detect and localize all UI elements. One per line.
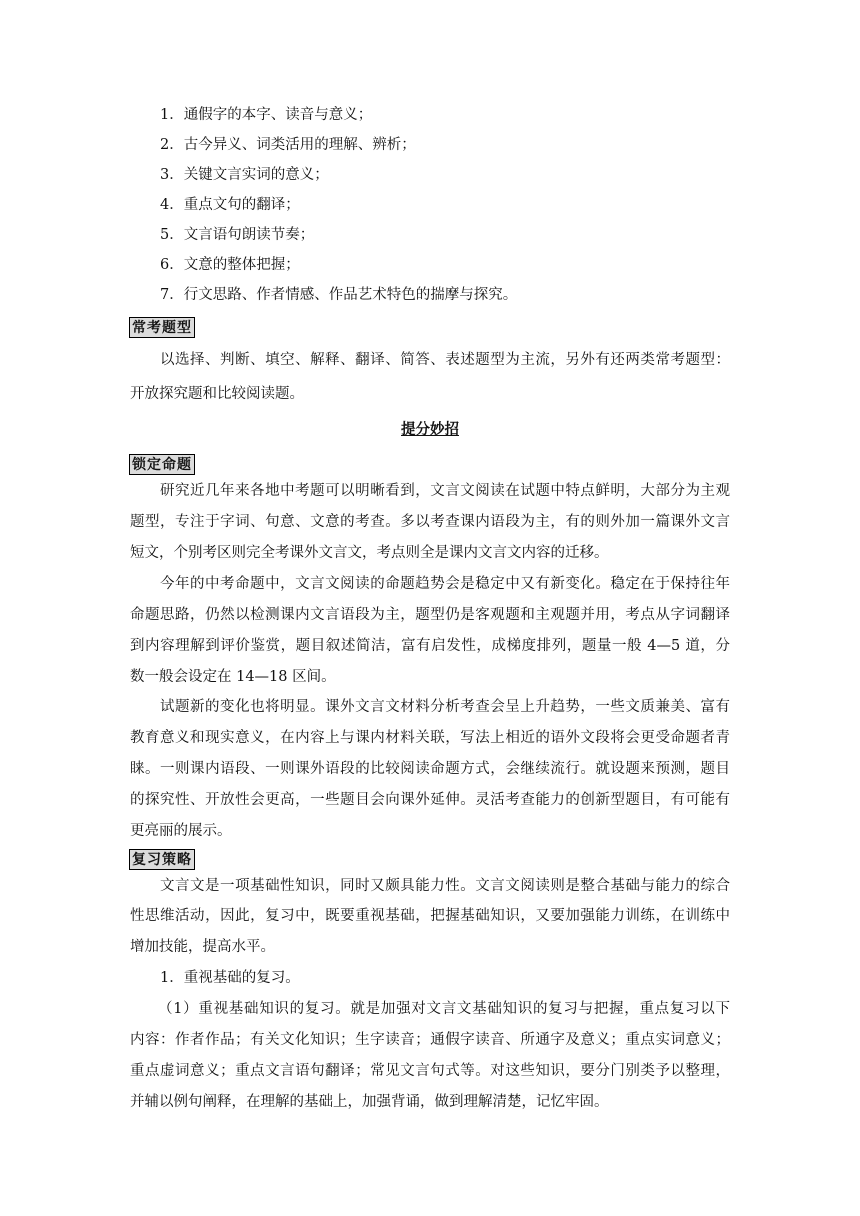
paragraph-line: 更亮丽的展示。: [130, 823, 232, 839]
paragraph-line: 开放探究题和比较阅读题。: [130, 386, 304, 402]
paragraph-line: 文言文是一项基础性知识，同时又颇具能力性。文言文阅读则是整合基础与能力的综合: [160, 878, 730, 894]
list-item: 1．通假字的本字、读音与意义；: [160, 107, 373, 123]
section-heading-fuxi: 复习策略: [129, 849, 195, 870]
paragraph-line: 题型，专注于字词、句意、文意的考查。多以考查课内语段为主，有的则外加一篇课外文言: [130, 514, 730, 530]
list-item: 3．关键文言实词的意义；: [160, 167, 329, 183]
paragraph-line: 内容：作者作品；有关文化知识；生字读音；通假字读音、所通字及意义；重点实词意义；: [130, 1032, 730, 1048]
paragraph-line: 研究近几年来各地中考题可以明晰看到，文言文阅读在试题中特点鲜明，大部分为主观: [160, 483, 730, 499]
center-title: 提分妙招: [401, 422, 459, 438]
list-item: 4．重点文句的翻译；: [160, 197, 300, 213]
list-item: 5．文言语句朗读节奏；: [160, 227, 315, 243]
paragraph-line: 重点虚词意义；重点文言语句翻译；常见文言句式等。对这些知识，要分门别类予以整理，: [130, 1063, 730, 1079]
paragraph-line: 教育意义和现实意义，在内容上与课内材料关联，写法上相近的语外文段将会更受命题者青: [130, 730, 730, 746]
list-item: 2．古今异义、词类活用的理解、辨析；: [160, 137, 416, 153]
paragraph-line: 的探究性、开放性会更高，一些题目会向课外延伸。灵活考查能力的创新型题目，有可能有: [130, 792, 730, 808]
paragraph-line: 短文，个别考区则完全考课外文言文，考点则全是课内文言文内容的迁移。: [130, 545, 609, 561]
paragraph-line: 睐。一则课内语段、一则课外语段的比较阅读命题方式，会继续流行。就设题来预测，题目: [130, 761, 730, 777]
list-item: 1．重视基础的复习。: [160, 970, 300, 986]
paragraph-line: 试题新的变化也将明显。课外文言文材料分析考查会呈上升趋势，一些文质兼美、富有: [160, 699, 730, 715]
paragraph-line: 命题思路，仍然以检测课内文言语段为主，题型仍是客观题和主观题并用，考点从字词翻译: [130, 607, 730, 623]
section-heading-changkao: 常考题型: [129, 317, 195, 338]
paragraph-line: 到内容理解到评价鉴赏，题目叙述简洁，富有启发性，成梯度排列，题量一般 4—5 道，分: [130, 638, 730, 654]
paragraph-line: 增加技能，提高水平。: [130, 939, 275, 955]
paragraph-line: 今年的中考命题中，文言文阅读的命题趋势会是稳定中又有新变化。稳定在于保持往年: [160, 576, 730, 592]
paragraph-line: 并辅以例句阐释，在理解的基础上，加强背诵，做到理解清楚，记忆牢固。: [130, 1094, 609, 1110]
list-item: 7．行文思路、作者情感、作品艺术特色的揣摩与探究。: [160, 287, 518, 303]
paragraph-line: 以选择、判断、填空、解释、翻译、简答、表述题型为主流，另外有还两类常考题型：: [160, 352, 730, 368]
list-item: 6．文意的整体把握；: [160, 257, 300, 273]
paragraph-line: 性思维活动，因此，复习中，既要重视基础，把握基础知识，又要加强能力训练，在训练中: [130, 908, 730, 924]
section-heading-suoding: 锁定命题: [129, 454, 195, 475]
paragraph-line: 数一般会设定在 14—18 区间。: [130, 669, 336, 685]
paragraph-line: （1）重视基础知识的复习。就是加强对文言文基础知识的复习与把握，重点复习以下: [158, 1001, 730, 1017]
